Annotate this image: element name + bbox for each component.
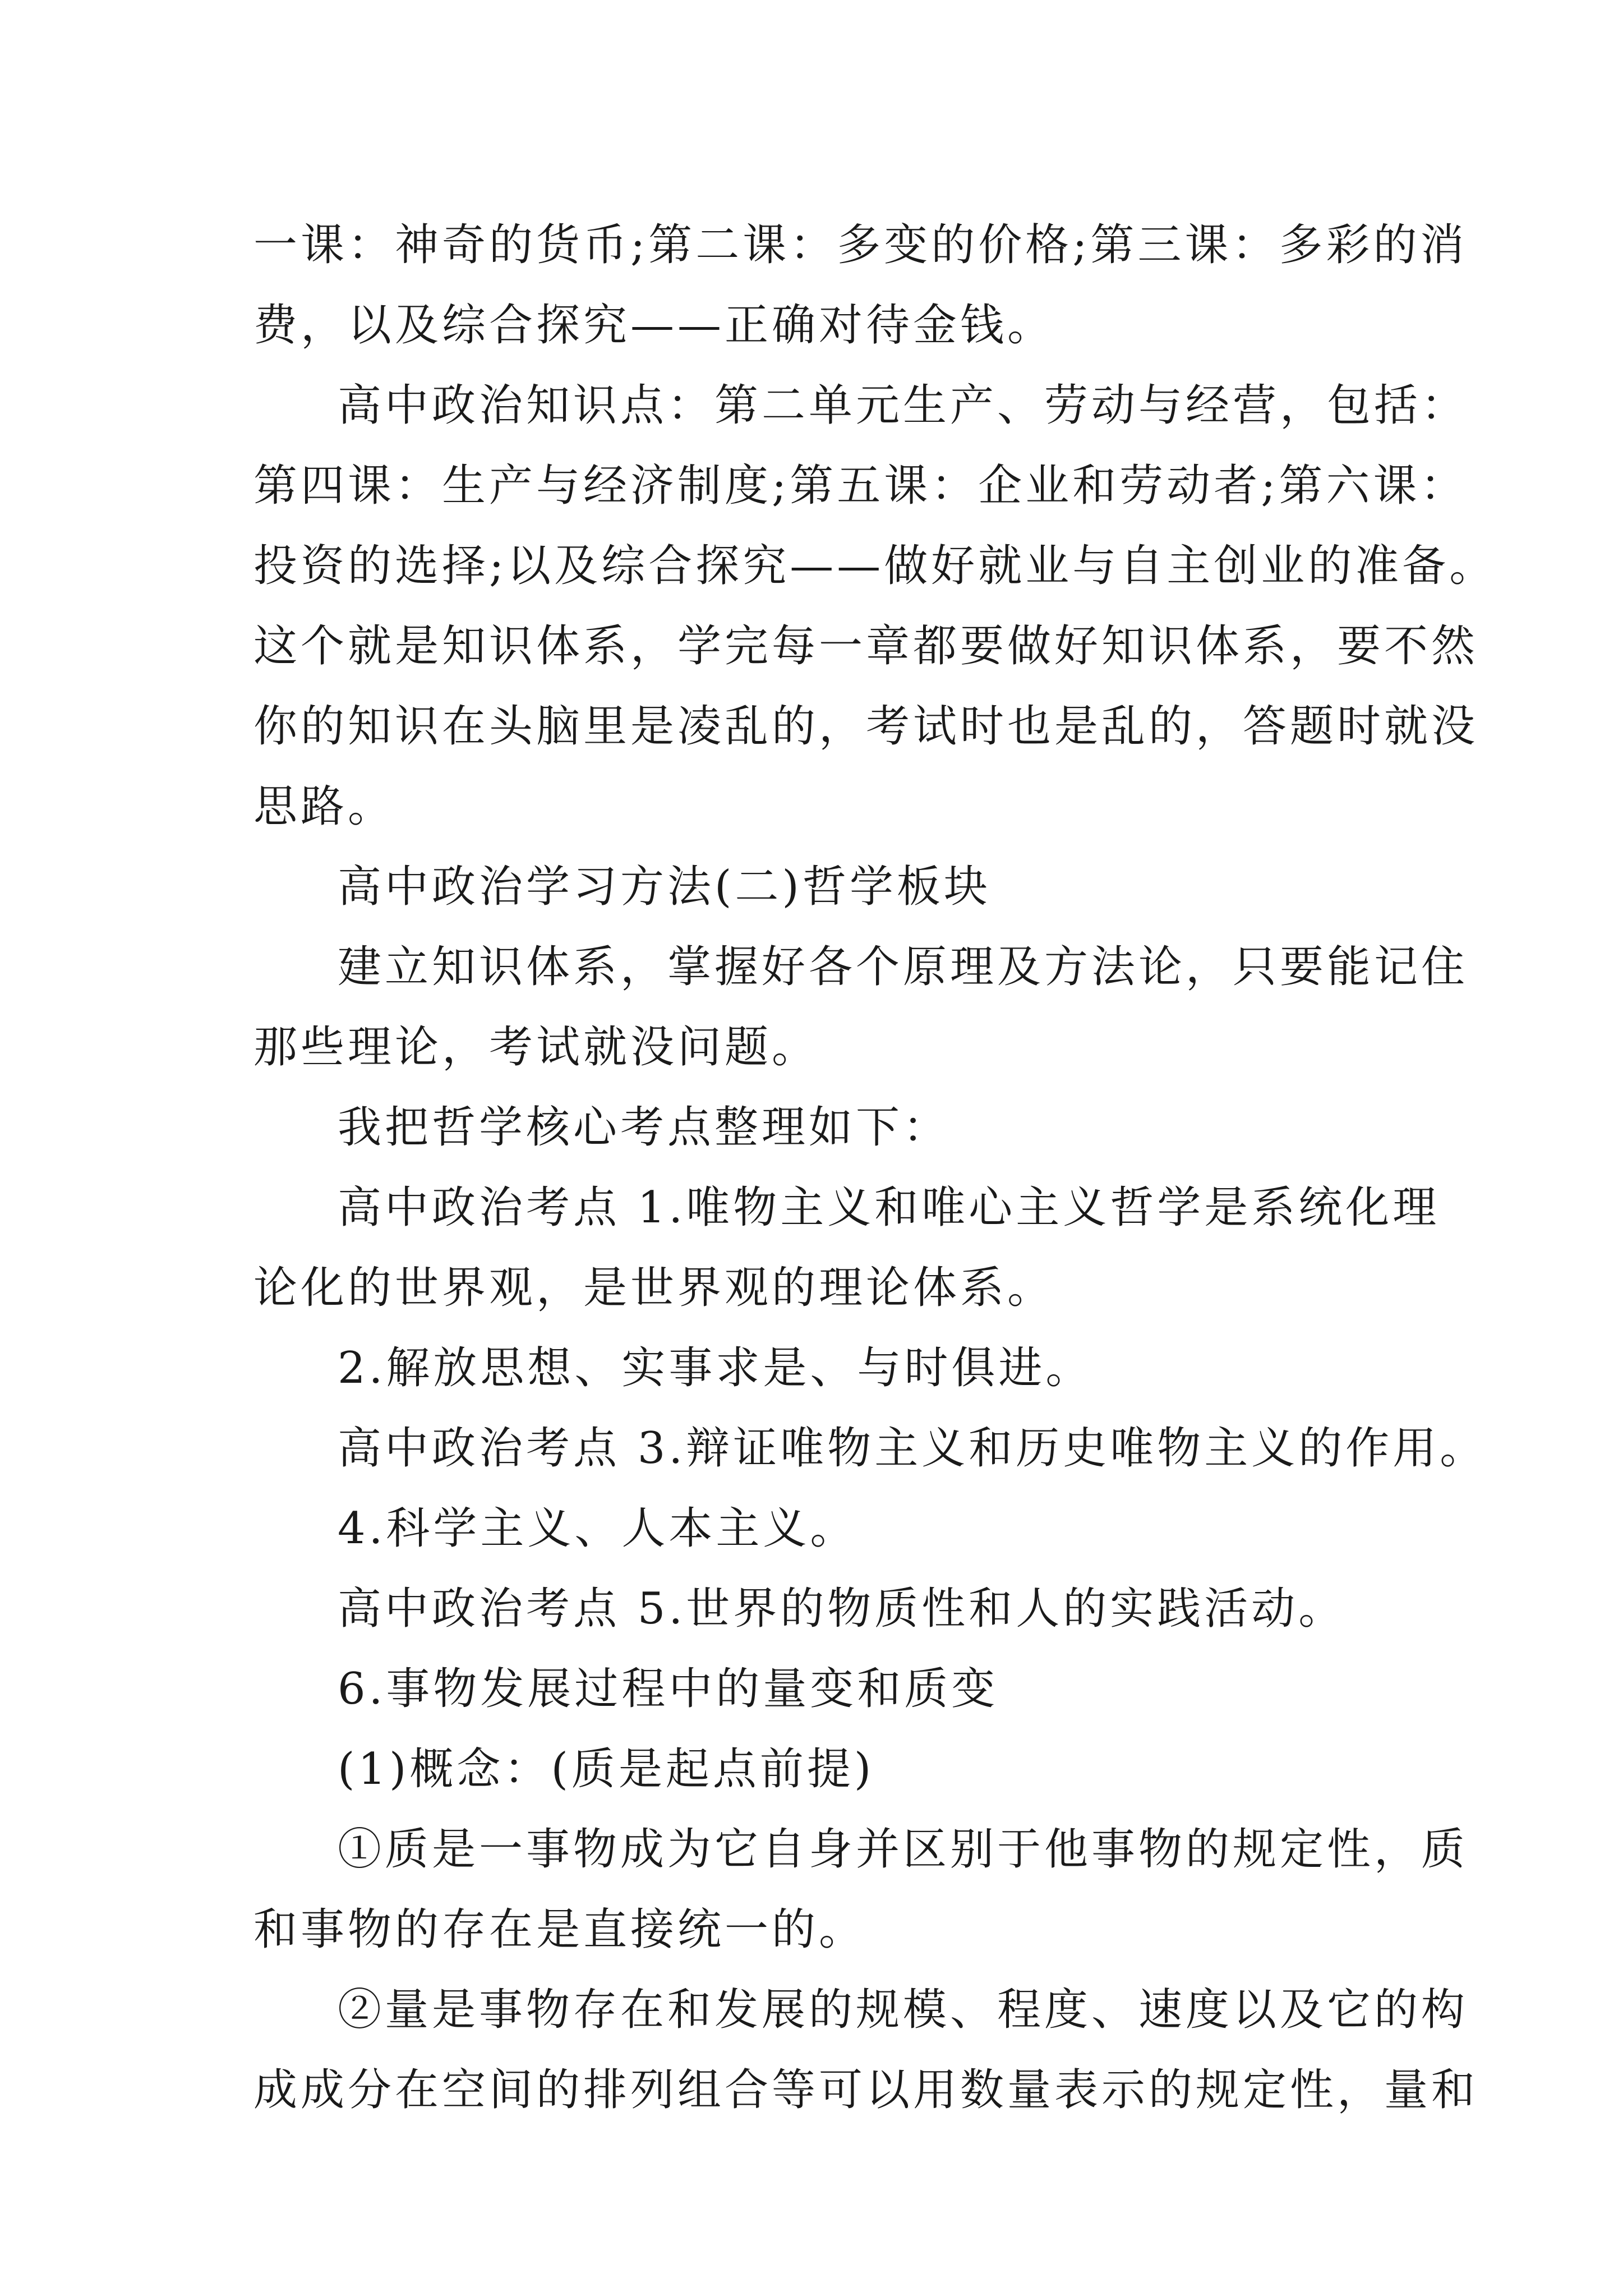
- text-line-12: 我把哲学核心考点整理如下：: [338, 1102, 951, 1153]
- text-line-16: 高中政治考点 3.辩证唯物主义和历史唯物主义的作用。: [338, 1423, 1487, 1474]
- text-line-3: 高中政治知识点：第二单元生产、劳动与经营，包括：: [338, 380, 1469, 431]
- text-line-23: ②量是事物存在和发展的规模、程度、速度以及它的构: [338, 1985, 1469, 2035]
- text-line-15: 2.解放思想、实事求是、与时俱进。: [338, 1343, 1093, 1393]
- text-line-19: 6.事物发展过程中的量变和质变: [338, 1664, 999, 1714]
- text-line-9: 高中政治学习方法(二)哲学板块: [338, 862, 991, 912]
- text-line-8: 思路。: [253, 781, 395, 832]
- text-line-1: 一课：神奇的货币;第二课：多变的价格;第三课：多彩的消: [253, 220, 1468, 270]
- text-line-24: 成成分在空间的排列组合等可以用数量表示的规定性，量和: [253, 2065, 1479, 2115]
- text-line-18: 高中政治考点 5.世界的物质性和人的实践活动。: [338, 1584, 1346, 1634]
- text-line-17: 4.科学主义、人本主义。: [338, 1503, 857, 1554]
- text-line-20: (1)概念：(质是起点前提): [338, 1744, 875, 1795]
- text-line-13: 高中政治考点 1.唯物主义和唯心主义哲学是系统化理: [338, 1182, 1440, 1233]
- text-line-2: 费，以及综合探究——正确对待金钱。: [253, 300, 1055, 351]
- text-line-22: 和事物的存在是直接统一的。: [253, 1904, 866, 1955]
- text-line-21: ①质是一事物成为它自身并区别于他事物的规定性，质: [338, 1824, 1469, 1875]
- text-line-10: 建立知识体系，掌握好各个原理及方法论，只要能记住: [338, 942, 1469, 992]
- text-line-7: 你的知识在头脑里是凌乱的，考试时也是乱的，答题时就没: [253, 701, 1479, 752]
- text-line-14: 论化的世界观，是世界观的理论体系。: [253, 1263, 1055, 1313]
- text-line-11: 那些理论，考试就没问题。: [253, 1022, 819, 1073]
- text-line-5: 投资的选择;以及综合探究——做好就业与自主创业的准备。: [253, 541, 1497, 591]
- text-line-6: 这个就是知识体系，学完每一章都要做好知识体系，要不然: [253, 621, 1479, 671]
- text-line-4: 第四课：生产与经济制度;第五课：企业和劳动者;第六课：: [253, 461, 1468, 511]
